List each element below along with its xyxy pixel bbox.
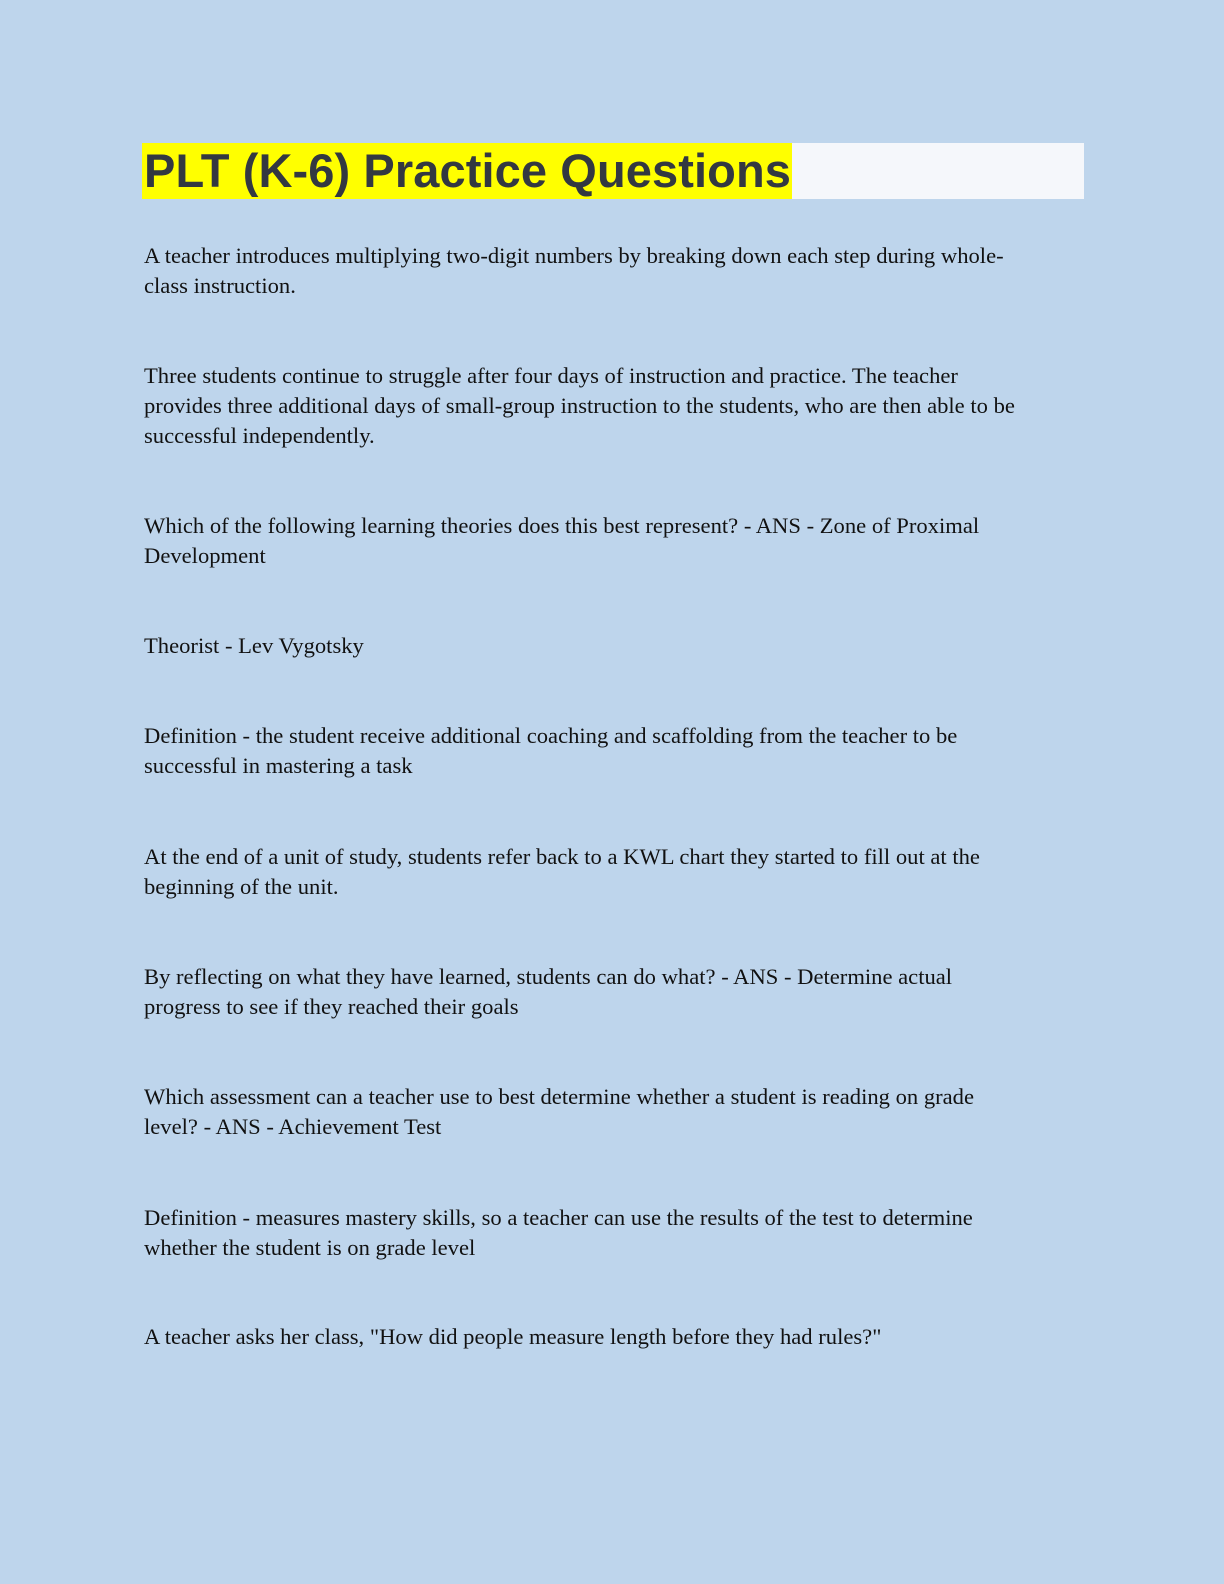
paragraph-line: Three students continue to struggle after four days of instruction and practice. The teacher bbox=[144, 363, 958, 388]
paragraph-8 bbox=[144, 1082, 1084, 1142]
paragraph-line: provides three additional days of small-group instruction to the students, who are then able to be bbox=[144, 393, 1015, 418]
paragraph-9 bbox=[144, 1203, 1084, 1263]
paragraph-line: whether the student is on grade level bbox=[144, 1235, 476, 1260]
paragraph-line: Theorist - Lev Vygotsky bbox=[144, 633, 364, 658]
paragraph-line: A teacher introduces multiplying two-digit numbers by breaking down each step during whole- bbox=[144, 243, 1004, 268]
paragraph-1 bbox=[144, 241, 1084, 301]
paragraph-line: Development bbox=[144, 543, 266, 568]
paragraph-4 bbox=[144, 631, 1084, 661]
paragraph-line: Which assessment can a teacher use to best determine whether a student is reading on grade bbox=[144, 1084, 975, 1109]
paragraph-5 bbox=[144, 721, 1084, 781]
paragraph-line: level? - ANS - Achievement Test bbox=[144, 1114, 442, 1139]
paragraph-line: progress to see if they reached their goals bbox=[144, 994, 519, 1019]
paragraph-line: Definition - the student receive additional coaching and scaffolding from the teacher to be bbox=[144, 723, 958, 748]
paragraph-line: class instruction. bbox=[144, 273, 296, 298]
paragraph-line: At the end of a unit of study, students refer back to a KWL chart they started to fill out at the bbox=[144, 844, 980, 869]
paragraph-3 bbox=[144, 511, 1084, 571]
paragraph-7 bbox=[144, 962, 1084, 1022]
paragraph-line: Definition - measures mastery skills, so a teacher can use the results of the test to determine bbox=[144, 1205, 973, 1230]
paragraph-6 bbox=[144, 842, 1084, 902]
page-title: PLT (K-6) Practice Questions bbox=[144, 144, 792, 197]
paragraph-line: successful in mastering a task bbox=[144, 753, 413, 778]
paragraph-line: successful independently. bbox=[144, 423, 375, 448]
paragraph-10 bbox=[144, 1322, 1084, 1352]
paragraph-line: A teacher asks her class, "How did people measure length before they had rules?" bbox=[144, 1324, 882, 1349]
paragraph-2 bbox=[144, 361, 1084, 451]
paragraph-line: beginning of the unit. bbox=[144, 874, 339, 899]
paragraph-line: Which of the following learning theories does this best represent? - ANS - Zone of Proximal bbox=[144, 513, 980, 538]
paragraph-line: By reflecting on what they have learned, students can do what? - ANS - Determine actual bbox=[144, 964, 953, 989]
